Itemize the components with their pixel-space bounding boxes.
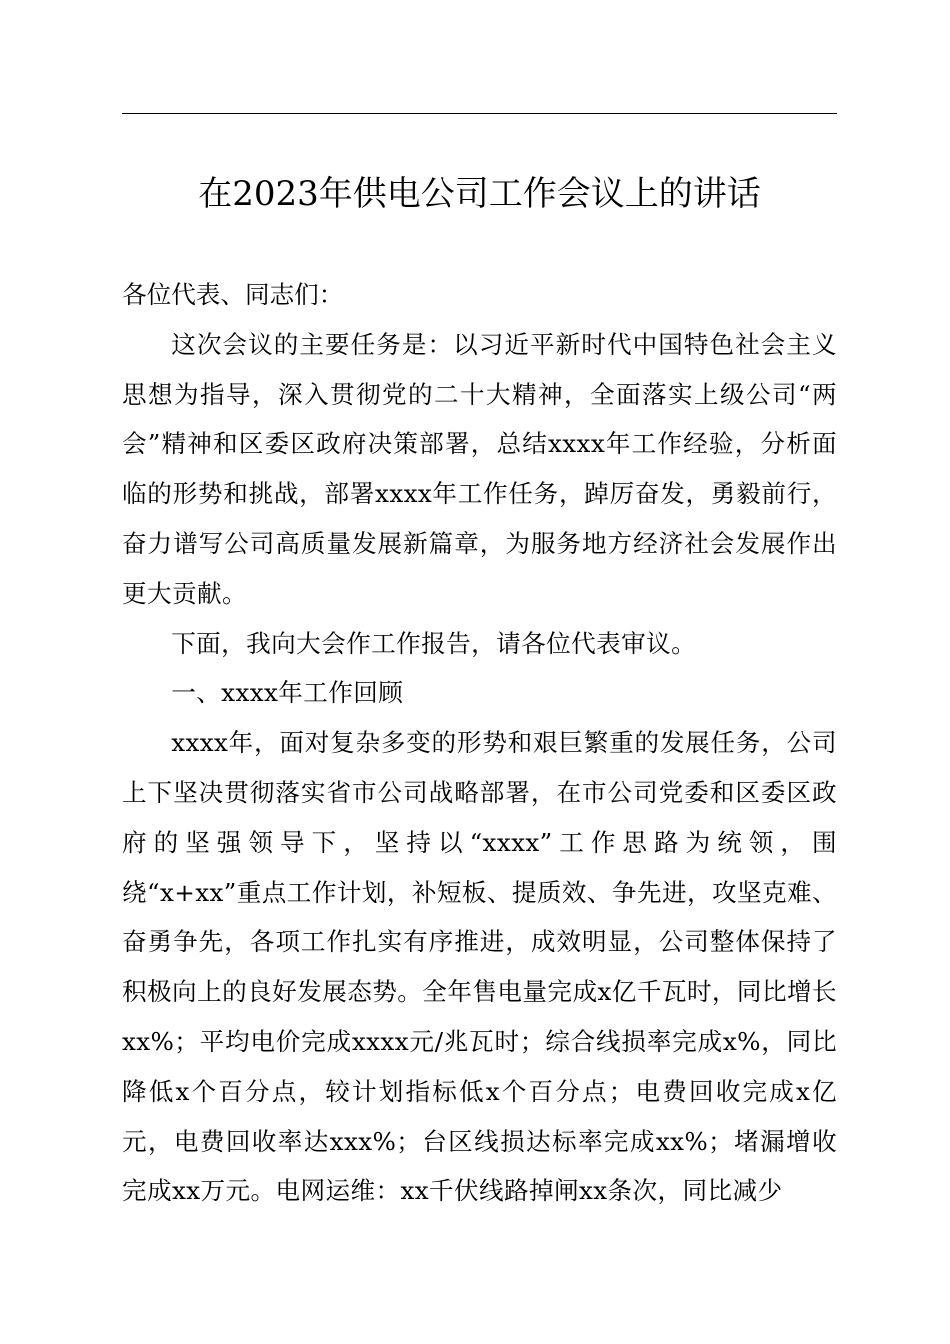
section-heading-review: 一、xxxx年工作回顾 <box>171 678 404 708</box>
document-body <box>122 270 837 1216</box>
paragraph-report-intro: 下面，我向大会作工作报告，请各位代表审议。 <box>171 628 697 658</box>
paragraph-meeting-tasks: 这次会议的主要任务是：以习近平新时代中国特色社会主义思想为指导，深入贯彻党的二十大精神，全面落实上级公司“两会”精神和区委区政府决策部署，总结xxxx年工作经验，分析面临的形势和挑战，部署xxxx年工作任务，踔厉奋发，勇毅前行，奋力谱写公司高质量发展新篇章，为服务地方经济社会发展作出更大贡献。 <box>122 329 837 608</box>
salutation: 各位代表、同志们： <box>122 280 344 309</box>
document-title: 在2023年供电公司工作会议上的讲话 <box>198 174 761 214</box>
paragraph-annual-review: xxxx年，面对复杂多变的形势和艰巨繁重的发展任务，公司上下坚决贯彻落实省市公司战略部署，在市公司党委和区委区政府的坚强领导下，坚持以“xxxx”工作思路为统领，围绕“x+xx”重点工作计划，补短板、提质效、争先进，攻坚克难、奋勇争先，各项工作扎实有序推进，成效明显，公司整体保持了积极向上的良好发展态势。全年售电量完成x亿千瓦时，同比增长xx%；平均电价完成xxxx元/兆瓦时；综合线损率完成x%，同比降低x个百分点，较计划指标低x个百分点；电费回收完成x亿元，电费回收率达xxx%；台区线损达标率完成xx%；堵漏增收完成xx万元。电网运维：xx千伏线路掉闸xx条次，同比减少 <box>122 728 837 1206</box>
header-rule <box>122 113 837 114</box>
